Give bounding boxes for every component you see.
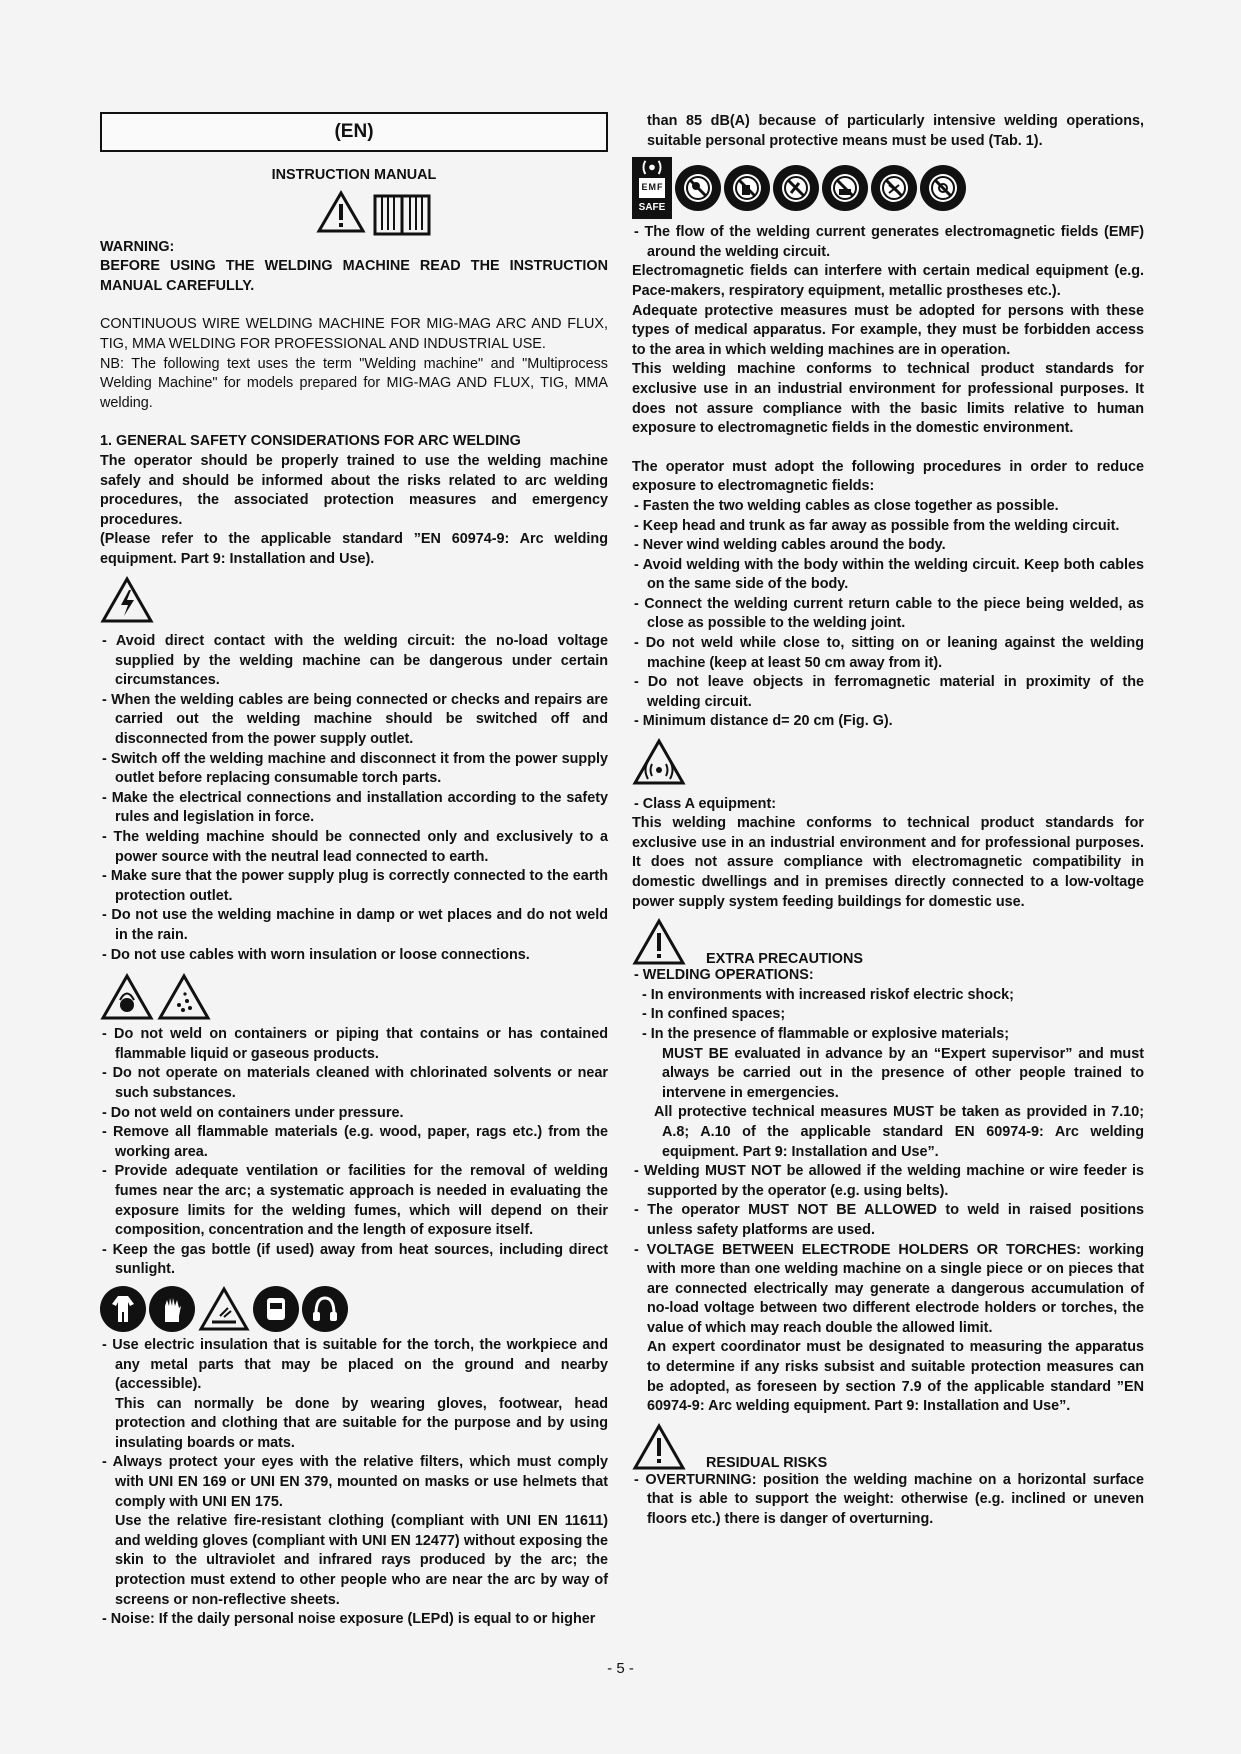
extra-precautions-heading <box>632 918 1144 966</box>
no-metal-implant-icon <box>724 165 770 211</box>
warning-triangle-icon <box>316 190 366 234</box>
fire-hazard-symbols <box>100 973 608 1021</box>
emf-badge-letter: F <box>657 182 663 192</box>
explosion-hazard-icon <box>157 973 211 1021</box>
list-item: - Keep the gas bottle (if used) away from heat sources, including direct sunlight. <box>102 1241 608 1278</box>
emf-safe-badge <box>632 157 672 219</box>
warning-text: BEFORE USING THE WELDING MACHINE READ THE INSTRUCTION MANUAL CAREFULLY. <box>100 258 608 294</box>
emf-badge-safe: SAFE <box>638 201 666 213</box>
residual-item: - OVERTURNING: position the welding machine on a horizontal surface that is able to support the weight: otherwise (e.g. inclined or uneven floors etc.) there is danger of overturning. <box>634 1471 1144 1528</box>
emf-item: - The flow of the welding current generates electromagnetic fields (EMF) around the welding circuit. <box>634 224 1144 260</box>
list-item: - Avoid direct contact with the welding circuit: the no-load voltage supplied by the welding machine can be dangerous under certain circumstances. <box>102 633 608 689</box>
list-item: - In the presence of flammable or explosive materials; <box>642 1025 1010 1042</box>
list-item: - VOLTAGE BETWEEN ELECTRODE HOLDERS OR TORCHES: working with more than one welding machine on a single piece or on pieces that are connected electrically may generate a dangerous accumulation of no-load voltage between two different electrode holders or torches, the value of which may reach double the allowed limit. <box>634 1241 1144 1336</box>
list-item: - When the welding cables are being connected or checks and repairs are carried out the welding machine should be switched off and disconnected from the power supply outlet. <box>102 691 608 748</box>
protective-clothing-icon <box>100 1286 146 1332</box>
emf-paragraph-4: The operator must adopt the following procedures in order to reduce exposure to electromagnetic fields: <box>632 458 1144 495</box>
ops-paragraph-2: All protective technical measures MUST be taken as provided in 7.10; A.8; A.10 of the applicable standard EN 60974-9: Arc welding equipment. Part 9: Installation and Use”. <box>654 1104 1144 1160</box>
ops-paragraph-1: MUST BE evaluated in advance by an “Expert supervisor” and must always be carried out in the presence of other people trained to intervene in emergencies. <box>662 1045 1144 1101</box>
list-item: - Do not leave objects in ferromagnetic material in proximity of the welding circuit. <box>634 674 1144 710</box>
list-item: - Fasten the two welding cables as close together as possible. <box>634 497 1059 514</box>
emf-badge-letter: E <box>641 182 648 192</box>
electric-shock-icon <box>100 576 154 624</box>
welding-operations-list <box>632 986 1144 1045</box>
list-item: - Switch off the welding machine and disconnect it from the power supply outlet before replacing consumable torch parts. <box>102 750 608 787</box>
list-item: - Do not use cables with worn insulation or loose connections. <box>102 946 530 963</box>
section-1-title: 1. GENERAL SAFETY CONSIDERATIONS FOR ARC WELDING <box>100 433 521 450</box>
list-item: - Remove all flammable materials (e.g. wood, paper, rags etc.) from the working area. <box>102 1124 608 1160</box>
gloves-icon <box>149 1286 195 1332</box>
class-a-text: This welding machine conforms to technical product standards for exclusive use in an industrial environment and for professional purposes. It does not assure compliance with electromagnetic compatibility in domestic dwellings and in premises directly connected to a low-voltage power supply system feeding buildings for domestic use. <box>632 815 1144 910</box>
list-item: - Do not weld on containers or piping that contains or has contained flammable liquid or gaseous products. <box>102 1026 608 1062</box>
list-item: - Connect the welding current return cable to the piece being welded, as close as possible to the welding joint. <box>634 595 1144 632</box>
welding-mask-icon <box>253 1286 299 1332</box>
intro-paragraph-1: CONTINUOUS WIRE WELDING MACHINE FOR MIG-MAG ARC AND FLUX, TIG, MMA WELDING FOR PROFESSIONAL AND INDUSTRIAL USE. <box>100 316 608 352</box>
no-magnetic-cards-icon <box>871 165 917 211</box>
list-item-continuation: Use the relative fire-resistant clothing (compliant with UNI EN 11611) and welding gloves (compliant with UNI EN 12477) without exposing the skin to the ultraviolet and infrared rays produced by the arc; the protection must extend to other people who are near the arc by way of screens or non-reflective sheets. <box>115 1513 608 1608</box>
list-item: - Never wind welding cables around the body. <box>634 537 946 554</box>
list-item-continuation: This can normally be done by wearing gloves, footwear, head protection and clothing that are suitable for the purpose and by using insulating boards or mats. <box>115 1395 608 1451</box>
welding-operations-item: - WELDING OPERATIONS: <box>634 967 814 984</box>
no-metal-objects-icon <box>773 165 819 211</box>
list-item: - Always protect your eyes with the relative filters, which must comply with UNI EN 169 or UNI EN 379, mounted on masks or use helmets that comply with UNI EN 175. <box>102 1454 608 1510</box>
list-item: - Do not weld on containers under pressure. <box>102 1104 404 1121</box>
section-1-paragraph-2: (Please refer to the applicable standard ”EN 60974-9: Arc welding equipment. Part 9: Installation and Use). <box>100 531 608 567</box>
section-1-paragraph-1: The operator should be properly trained to use the welding machine safely and should be informed about the risks related to arc welding procedures, the associated protection measures and emergency procedures. <box>100 452 608 528</box>
extra-precautions-title: EXTRA PRECAUTIONS <box>706 950 863 967</box>
list-item: - Use electric insulation that is suitable for the torch, the workpiece and any metal parts that may be placed on the ground and nearby (accessible). <box>102 1336 608 1393</box>
list-item: - The welding machine should be connected only and exclusively to a power source with the neutral lead connected to earth. <box>102 829 608 865</box>
warning-label: WARNING: <box>100 238 175 255</box>
radiation-symbol <box>632 738 1144 793</box>
no-watch-icon <box>822 165 868 211</box>
left-column <box>100 112 608 1630</box>
electric-hazard-symbol <box>100 576 608 631</box>
list-item: - Make the electrical connections and installation according to the safety rules and legislation in force. <box>102 789 608 826</box>
residual-risks-title: RESIDUAL RISKS <box>706 1455 828 1472</box>
ppe-symbols <box>100 1286 608 1332</box>
warning-triangle-icon <box>632 918 686 966</box>
list-item: - Avoid welding with the body within the welding circuit. Keep both cables on the same side of the body. <box>634 556 1144 593</box>
list-item: - Provide adequate ventilation or facilities for the removal of welding fumes near the arc; a systematic approach is needed in evaluating the exposure limits for the welding fumes, which will depend on their composition, concentration and the length of exposure itself. <box>102 1163 608 1239</box>
antenna-icon <box>639 157 665 178</box>
coordinator-paragraph: An expert coordinator must be designated to measuring the apparatus to determine if any risks subsist and suitable protection measures can be adopted, as foreseen by section 7.9 of the applicable standard ”EN 60974-9: Arc welding equipment. Part 9: Installation and Use”. <box>647 1339 1144 1415</box>
page-number: - 5 - <box>607 1660 634 1677</box>
emf-paragraph-2: Adequate protective measures must be adopted for persons with these types of medical apparatus. For example, they must be forbidden access to the area in which welding machines are in operation. <box>632 302 1144 358</box>
right-column <box>632 112 1144 1530</box>
intro-paragraph-2: NB: The following text uses the term "Welding machine" and "Multiprocess Welding Machine" for models prepared for MIG-MAG AND FLUX, TIG, MMA welding. <box>100 355 608 411</box>
residual-risks-heading <box>632 1423 1144 1471</box>
emf-procedure-list <box>632 497 1144 732</box>
emf-badge-letter: M <box>648 182 656 192</box>
language-header: (EN) <box>100 112 608 152</box>
list-item: - Do not weld while close to, sitting on or leaning against the welding machine (keep at least 50 cm away from it). <box>634 635 1144 671</box>
list-item: - The operator MUST NOT BE ALLOWED to weld in raised positions unless safety platforms are used. <box>634 1202 1144 1238</box>
list-item: - Make sure that the power supply plug is correctly connected to the earth protection outlet. <box>102 868 608 904</box>
manual-title: INSTRUCTION MANUAL <box>271 167 437 183</box>
emf-paragraph-1: Electromagnetic fields can interfere with certain medical equipment (e.g. Pace-makers, respiratory equipment, metallic prostheses etc.). <box>632 263 1144 299</box>
list-item: - Do not operate on materials cleaned with chlorinated solvents or near such substances. <box>102 1065 608 1101</box>
fire-hazard-list <box>100 1025 608 1280</box>
list-item: - Minimum distance d= 20 cm (Fig. G). <box>634 713 893 730</box>
electric-hazard-list <box>100 632 608 965</box>
no-electronic-devices-icon <box>920 165 966 211</box>
extra-precautions-list <box>632 1162 1144 1338</box>
list-item: - In confined spaces; <box>642 1006 786 1023</box>
ppe-list <box>100 1336 608 1630</box>
manual-book-icon <box>372 190 432 236</box>
list-item: - Noise: If the daily personal noise exposure (LEPd) is equal to or higher <box>102 1611 596 1628</box>
list-item: - In environments with increased riskof electric shock; <box>642 986 1014 1003</box>
list-item: - Welding MUST NOT be allowed if the welding machine or wire feeder is supported by the operator (e.g. using belts). <box>634 1163 1144 1199</box>
hot-surface-warning-icon <box>198 1286 250 1332</box>
non-ionizing-radiation-icon <box>632 738 686 786</box>
fire-hazard-icon <box>100 973 154 1021</box>
class-a-item: - Class A equipment: <box>634 795 777 812</box>
emf-paragraph-3: This welding machine conforms to technical product standards for exclusive use in an industrial environment for professional purposes. It does not assure compliance with the basic limits relative to human exposure to electromagnetic fields in the domestic environment. <box>632 361 1144 437</box>
list-item: - Keep head and trunk as far away as possible from the welding circuit. <box>634 517 1120 534</box>
emf-symbols <box>632 157 1144 219</box>
manual-symbols <box>140 190 608 236</box>
no-pacemaker-icon <box>675 165 721 211</box>
noise-continuation: than 85 dB(A) because of particularly intensive welding operations, suitable personal protective means must be used (Tab. 1). <box>647 113 1144 149</box>
warning-triangle-icon <box>632 1423 686 1471</box>
list-item: - Do not use the welding machine in damp or wet places and do not weld in the rain. <box>102 907 608 943</box>
ear-protection-icon <box>302 1286 348 1332</box>
